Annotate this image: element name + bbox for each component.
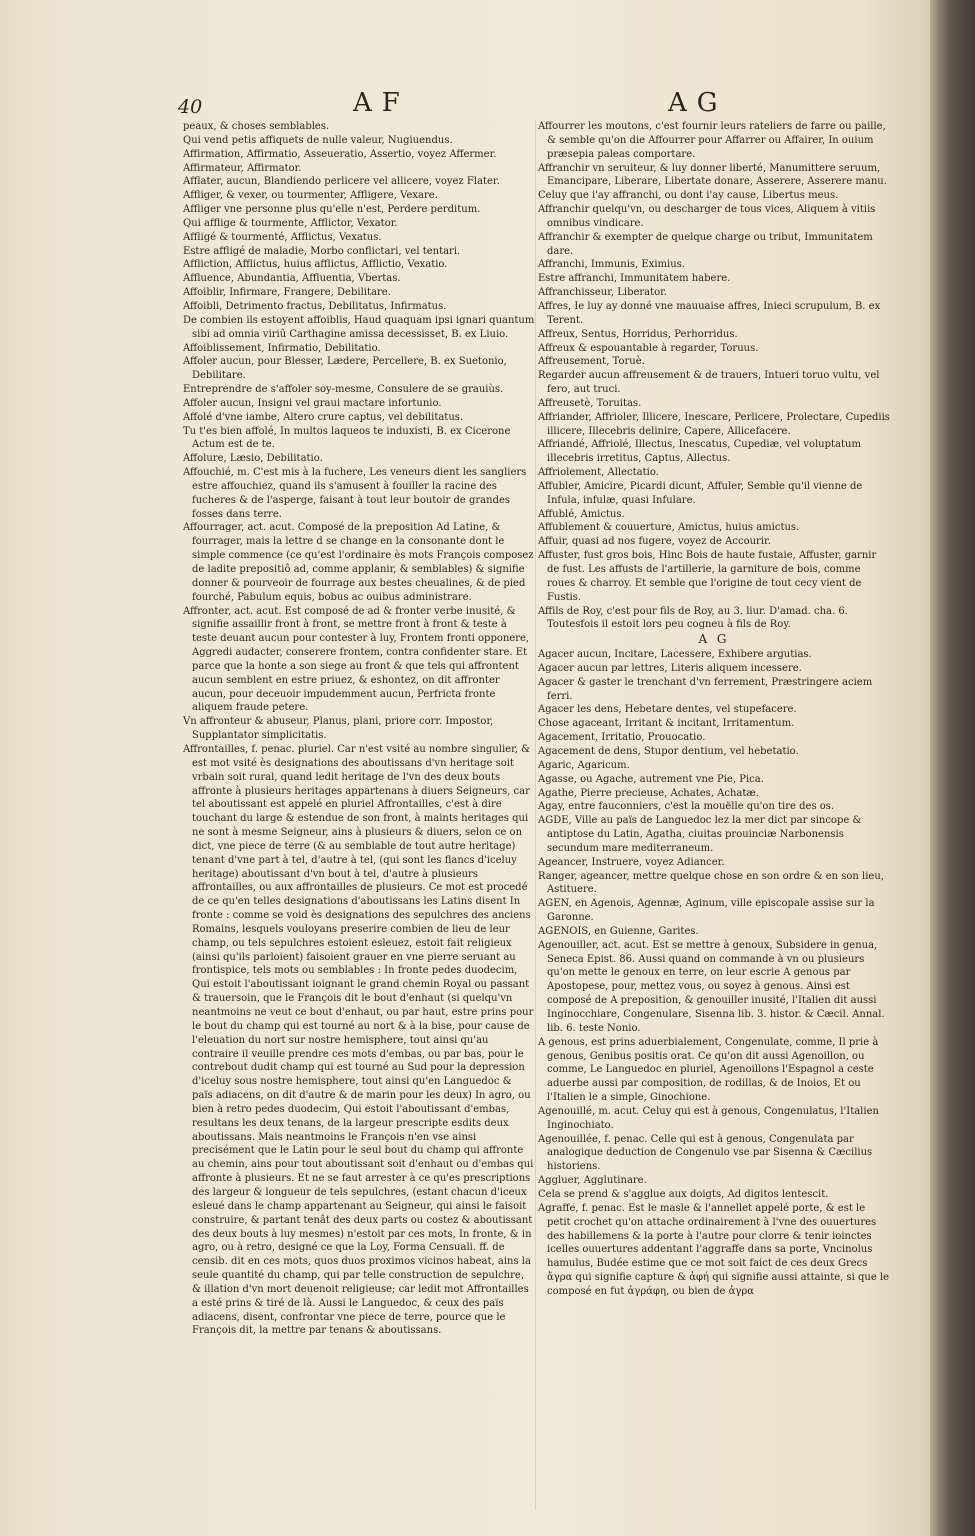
dictionary-entry: Agay, entre fauconniers, c'est la mouëlle qu'on tire des os. (538, 801, 835, 813)
dictionary-entry: Estre affranchi, Immunitatem habere. (538, 273, 731, 285)
dictionary-entry: Tu t'es bien affolé, In multos laqueos te induxisti, B. ex Cicerone Actum est de te. (183, 425, 511, 451)
dictionary-entry: Affolure, Læsio, Debilitatio. (183, 453, 323, 465)
dictionary-entry: Affirmation, Affirmatio, Asseueratio, Assertio, voyez Affermer. (183, 148, 497, 160)
dictionary-entry: Affublé, Amictus. (538, 508, 625, 520)
dictionary-entry: Agacer aucun, Incitare, Lacessere, Exhibere argutias. (538, 649, 812, 661)
page-number: 40 (178, 96, 203, 118)
dictionary-entry: Vn affronteur & abuseur, Planus, plani, priore corr. Impostor, Supplantator simplicitatis. (183, 716, 494, 742)
dictionary-entry: A genous, est prins aduerbialement, Congenulate, comme, Il prie à genous, Genibus positis orat. Ce qu'on dit aussi Agenoillon, ou comme, Le Languedoc en pluriel, Agenoillons l'Espagnol a ceste aduerbe aussi par composition, de rodillas, & de Inoios, Et ou l'Italien le a simple, Ginochione. (538, 1036, 879, 1104)
left-column-header: AF (353, 88, 410, 118)
dictionary-entry: Affubler, Amicire, Picardi dicunt, Affuler, Semble qu'il vienne de Infula, infulæ, quasi Infulare. (538, 480, 863, 506)
dictionary-entry: Affriandé, Affriolé, Illectus, Inescatus, Cupediæ, vel voluptatum illecebris irretitus, Captus, Allectus. (538, 439, 861, 465)
dictionary-entry: Agenouillé, m. acut. Celuy qui est à genous, Congenulatus, l'Italien Inginochiato. (538, 1105, 879, 1131)
dictionary-entry: Affoler aucun, Insigni vel graui mactare infortunio. (183, 397, 442, 409)
dictionary-entry: Affranchir vn seruiteur, & luy donner liberté, Manumittere seruum, Emancipare, Liberare, Libertate donare, Asserere, Asserere manu. (538, 162, 887, 188)
dictionary-entry: Affreusetè, Toruitas. (538, 397, 642, 409)
dictionary-entry: Agenouillée, f. penac. Celle qui est à genous, Congenulata par analogique deduction de Congenulo vse par Sisenna & Cæcilius historiens. (538, 1133, 873, 1173)
dictionary-entry: Affres, Ie luy ay donné vne mauuaise affres, Inieci scrupulum, B. ex Terent. (538, 300, 881, 326)
dictionary-entry: Affliger, & vexer, ou tourmenter, Affligere, Vexare. (183, 190, 438, 202)
dictionary-entry: Agacer aucun par lettres, Literis aliquem incessere. (538, 662, 802, 674)
dictionary-entry: Affoiblissement, Infirmatio, Debilitatio. (183, 342, 381, 354)
dictionary-entry: Qui vend petis affiquets de nulle valeur, Nugiuendus. (183, 134, 453, 146)
book-binding-edge (930, 0, 975, 1536)
dictionary-entry: Affoler aucun, pour Blesser, Lædere, Percellere, B. ex Suetonio, Debilitare. (183, 356, 507, 382)
dictionary-entry: Agasse, ou Agache, autrement vne Pie, Pica. (538, 773, 764, 785)
dictionary-entry: AGEN, en Agenois, Agennæ, Aginum, ville episcopale assise sur la Garonne. (538, 898, 875, 924)
dictionary-entry: Regarder aucun affreusement & de trauers, Intueri toruo vultu, vel fero, aut truci. (538, 370, 880, 396)
dictionary-entry: Affouchié, m. C'est mis à la fuchere, Les veneurs dient les sangliers estre affouchiez, quand ils s'amusent à fouiller la racine des fucheres & de l'asperge, faisant à tout leur boutoir de grandes fosses dans terre. (183, 467, 527, 520)
dictionary-entry: Affoiblir, Infirmare, Frangere, Debilitare. (183, 287, 391, 299)
dictionary-entry: Agacer les dens, Hebetare dentes, vel stupefacere. (538, 704, 797, 716)
dictionary-entry: Cela se prend & s'agglue aux doigts, Ad digitos lentescit. (538, 1188, 829, 1200)
dictionary-entry: Affranchir & exempter de quelque charge ou tribut, Immunitatem dare. (538, 231, 873, 257)
right-entries-group-ag (538, 648, 890, 1299)
dictionary-entry: Agacement, Irritatio, Prouocatio. (538, 732, 706, 744)
dictionary-entry: Affublement & couuerture, Amictus, huius amictus. (538, 522, 800, 534)
dictionary-entry: Affoibli, Detrimento fractus, Debilitatus, Infirmatus. (183, 300, 447, 312)
dictionary-entry: Affirmateur, Affirmator. (183, 162, 302, 174)
dictionary-entry: Affriander, Affrioler, Illicere, Inescare, Perlicere, Prolectare, Cupediis illicere, Illecebris delinire, Capere, Allicefacere. (538, 411, 890, 437)
dictionary-entry: Affluence, Abundantia, Affluentia, Vbertas. (183, 273, 401, 285)
dictionary-entry: Affranchisseur, Liberator. (538, 287, 668, 299)
dictionary-entry: De combien ils estoyent affoiblis, Haud quaquam ipsi ignari quantum sibi ad omnia viriû Carthagine amissa decessisset, B. ex Liuio. (183, 314, 535, 340)
dictionary-entry: Affourrager, act. acut. Composé de la preposition Ad Latine, & fourrager, mais la lettre d se change en la consonante dont le simple commence (ce qu'est l'ordinaire ès mots François composez de ladite prepositiô ad, comme applanir, & semblables) & signifie donner & pourveoir de fourrage aux bestes cheualines, & de pied fourché, Pabulum equis, bobus ac ouibus administrare. (183, 522, 534, 603)
dictionary-entry: Affils de Roy, c'est pour fils de Roy, au 3. liur. D'amad. cha. 6. Toutesfois il estoit lors peu cogneu à fils de Roy. (538, 605, 848, 631)
dictionary-entry: Affolé d'vne iambe, Altero crure captus, vel debilitatus. (183, 411, 464, 423)
right-column (538, 120, 890, 1520)
dictionary-entry: Affourrer les moutons, c'est fournir leurs rateliers de farre ou paille, & semble qu'on die Affourrer pour Affarrer ou Affairer, In ouium præsepia paleas comportare. (538, 121, 886, 160)
dictionary-entry: Affrontailles, f. penac. pluriel. Car n'est vsité au nombre singulier, & est mot vsité ès designations des aboutissans d'vn heritage soit vrbain soit rural, quand ledit heritage de l'vn des deux bouts affronte à plusieurs heritages appartenans à diuers Seigneurs, car tel aboutissant est appelé en pluriel Affrontailles, c'est à dire touchant du large & estendue de son front, à maints heritages qui ne sont à mesme Seigneur, ains à plusieurs & diuers, selon ce on dict, vne piece de terre (& au semblable de tout autre heritage) tenant d'vne part à tel, d'autre à tel, (qui sont les flancs d'iceluy heritage) aboutissant d'vn bout à tel, d'autre à plusieurs affrontailles, ou aux affrontailles de plusieurs. Ce mot est procedé de ce qu'en telles designations d'aboutissans les Latins disent In fronte : comme se void ès designations des sepulchres des anciens Romains, lesquels vouloyans preserire combien de lieu de leur champ, ou tels sepulchres estoient esleuez, estoit fait religieux (ainsi qu'ils parloient) faisoient grauer en vne pierre seruant au frontispice, tels mots ou semblables : In fronte pedes duodecim, Qui estoit l'aboutissant ioignant le grand chemin Royal ou passant & trauersoin, que le François dit le bout d'enhaut (si quelqu'vn neantmoins ne veut ce bout d'enhaut, ou par haut, estre prins pour le bout du champ qui est tourné au nort & à la bise, pour cause de l'eleuation du nort sur nostre hemisphere, tout ainsi qu'au contraire il veuille prendre ces mots d'embas, ou par bas, pour le contrebout dudit champ qui est tourné au Sud pour la depression d'iceluy sous nostre hemisphere, tout ainsi qu'en Languedoc & païs adiacens, on dit d'autre & de marin pour les deux) In agro, ou bien à retro pedes duodecim, Qui estoit l'aboutissant d'embas, resultans les deux tenans, de la largeur prescripte esdits deux aboutissans. Mais neantmoins le François n'en vse ainsi precisément que le Latin pour le seul bout du champ qui affronte au chemin, ains pour tout aboutissant soit d'enhaut ou d'embas qui affronte à plusieurs. Et ne se faut arrester à ce qu'es prescriptions des largeur & longueur de tels sepulchres, (estant chacun d'iceux esleué dans le champ appartenant au Seigneur, qui ainsi le faisoit construire, & partant tenât des deux parts ou costez & aboutissant des deux bouts à luy mesmes) n'estoit par ces mots, In fronte, & in agro, ou à retro, designé ce que la Loy, Forma Censuali. ff. de censib. dit en ces mots, quos duos proximos vicinos habeat, ains la seule quantité du champ, qui par telle construction de sepulchre, & illation d'vn mort deuenoit religieuse; car ledit mot Affrontailles a esté prins & tiré de là. Aussi le Languedoc, & ceux des païs adiacens, disent, confrontar vne piece de terre, pource que le François dit, la mettre par tenans & aboutissans. (183, 743, 534, 1337)
dictionary-entry: Aggluer, Agglutinare. (538, 1175, 647, 1187)
right-column-header: AG (668, 88, 728, 118)
column-divider (535, 120, 536, 1510)
dictionary-entry: Affliction, Afflictus, huius afflictus, Afflictio, Vexatio. (183, 259, 448, 271)
dictionary-entry: Qui afflige & tourmente, Afflictor, Vexator. (183, 217, 398, 229)
dictionary-entry: Affuster, fust gros bois, Hinc Bois de haute fustaie, Affuster, garnir de fust. Les affusts de l'artillerie, la garniture de bois, comme roues & charroy. Et semble que l'origine de tout cecy vient de Fustis. (538, 550, 877, 603)
dictionary-entry: Affreux & espouantable à regarder, Toruus. (538, 342, 759, 354)
dictionary-entry: Afflater, aucun, Blandiendo perlicere vel allicere, voyez Flater. (183, 176, 500, 188)
dictionary-entry: Ranger, ageancer, mettre quelque chose en son ordre & en son lieu, Astituere. (538, 870, 884, 896)
dictionary-entry: Affligé & tourmenté, Afflictus, Vexatus. (183, 231, 382, 243)
dictionary-entry: Affranchi, Immunis, Eximius. (538, 259, 685, 271)
dictionary-entry: AGDE, Ville au païs de Languedoc lez la mer dict par sincope & antiptose du Latin, Agatha, ciuitas prouinciæ Narbonensis secundum mare mediterraneum. (538, 815, 862, 854)
dictionary-entry: AGENOIS, en Guienne, Garites. (538, 925, 699, 937)
dictionary-entry: peaux, & choses semblables. (183, 121, 330, 132)
right-entries-group (538, 120, 890, 632)
section-heading-ag: A G (698, 632, 730, 647)
dictionary-entry: Affuir, quasi ad nos fugere, voyez de Accourir. (538, 536, 771, 548)
dictionary-entry: Affriolement, Allectatio. (538, 467, 659, 479)
dictionary-entry: Celuy que i'ay affranchi, ou dont i'ay cause, Libertus meus. (538, 190, 839, 202)
dictionary-entry: Affreusement, Toruè. (538, 356, 645, 368)
dictionary-entry: Agraffe, f. penac. Est le masle & l'annellet appelé porte, & est le petit crochet qu'on attache ordinairement à l'vne des ouuertures des habillemens & la porte à l'autre pour clorre & tenir ioinctes icelles ouuertures addentant l'aggraffe dans sa porte, Vncinolus hamulus, Budée estime que ce mot soit faict de ces deux Grecs ἄγρα qui signifie capture & ἀφή qui signifie aussi attainte, si que le composé en fut ἀγράφη, ou bien de ἀγρα (538, 1202, 890, 1297)
dictionary-entry: Agacement de dens, Stupor dentium, vel hebetatio. (538, 745, 799, 757)
dictionary-entry: Agacer & gaster le trenchant d'vn ferrement, Præstringere aciem ferri. (538, 676, 873, 702)
dictionary-entry: Affranchir quelqu'vn, ou descharger de tous vices, Aliquem à vitiis omnibus vindicare. (538, 204, 876, 229)
dictionary-entry: Agenouiller, act. acut. Est se mettre à genoux, Subsidere in genua, Seneca Epist. 86. Aussi quand on commande à vn ou plusieurs qu'on mette le genoux en terre, on leur escrie A genous par Apostopese, pour, mettez vous, ou soyez à genous. Ainsi est composé de A preposition, & genouiller inusité, l'Italien dit aussi Inginocchiare, Congenulare, Sisenna lib. 3. histor. & Cæcil. Annal. lib. 6. teste Nonio. (538, 939, 885, 1034)
dictionary-entry: Agathe, Pierre precieuse, Achates, Achatæ. (538, 787, 759, 799)
dictionary-entry: Affronter, act. acut. Est composé de ad & fronter verbe inusité, & signifie assaillir front à front, se mettre front à front & teste à teste deuant aucun pour contester à luy, Frontem fronti opponere, Aggredi audacter, conserere frontem, contra confidenter stare. Et parce que la honte a son siege au front & que tels qui affrontent aucun semblent en estre priuez, & eshontez, on dit affronter aucun, pour deceuoir impudemment aucun, Perfricta fronte aliquem fraude petere. (183, 605, 530, 714)
dictionary-entry: Affliger vne personne plus qu'elle n'est, Perdere perditum. (183, 204, 481, 216)
dictionary-entry: Affreux, Sentus, Horridus, Perhorridus. (538, 328, 738, 340)
dictionary-entry: Entreprendre de s'affoler soy-mesme, Consulere de se grauiùs. (183, 384, 504, 396)
dictionary-entry: Agaric, Agaricum. (538, 759, 630, 771)
left-column (183, 120, 535, 1520)
dictionary-entry: Estre affligé de maladie, Morbo conflictari, vel tentari. (183, 245, 461, 257)
dictionary-entry: Ageancer, Instruere, voyez Adiancer. (538, 856, 725, 868)
dictionary-entry: Chose agaceant, Irritant & incitant, Irritamentum. (538, 718, 795, 730)
